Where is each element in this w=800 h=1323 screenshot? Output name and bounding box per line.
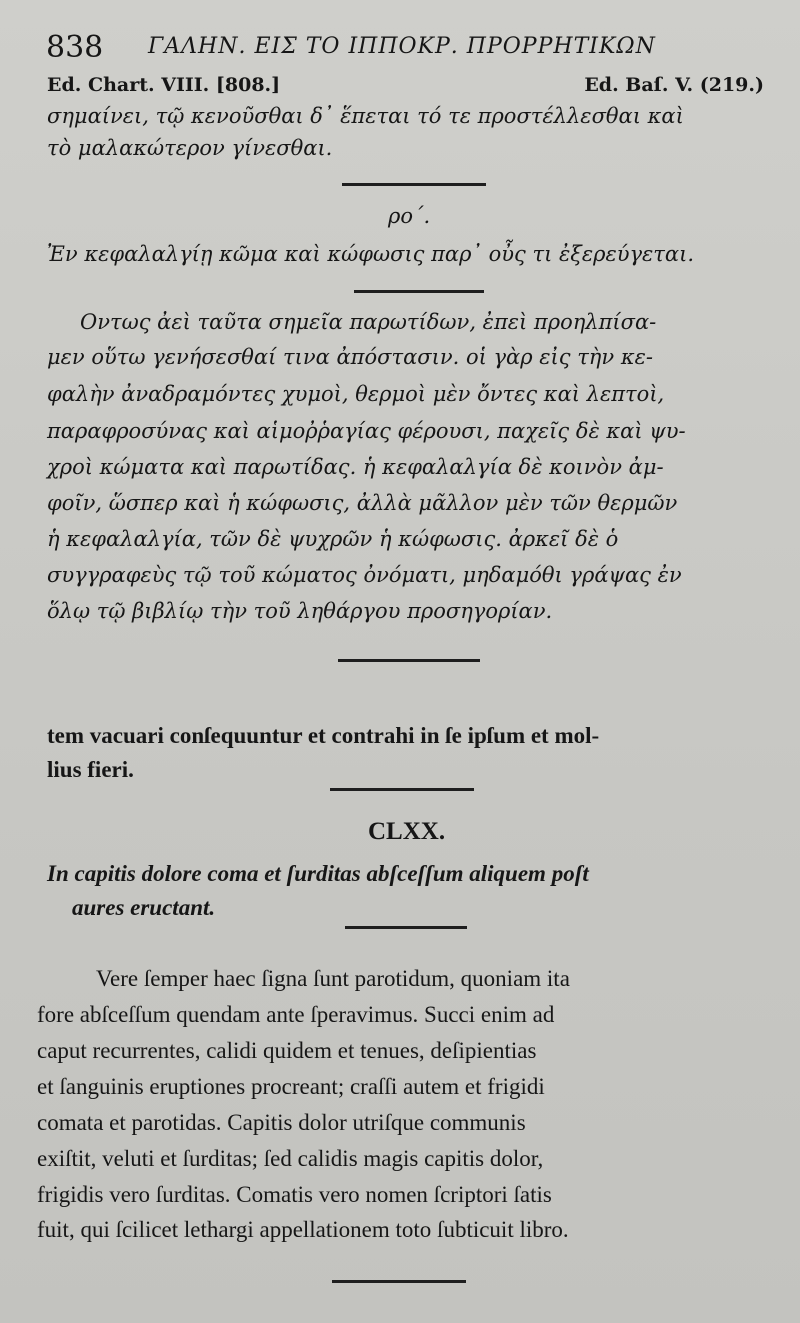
edition-reference-right: Ed. Baſ. V. (219.) bbox=[584, 74, 764, 96]
running-title: ΓΑΛΗΝ. ΕΙΣ ΤΟ ΙΠΠΟΚΡ. ΠΡΟΡΡΗΤΙΚΩΝ bbox=[148, 34, 656, 59]
greek-commentary-line: φαλὴν ἀναδραμόντες χυμοὶ, θερμοὶ μὲν ὄντες καὶ λεπτοὶ, bbox=[47, 382, 665, 406]
latin-commentary-line: comata et parotidas. Capitis dolor utriſque communis bbox=[37, 1110, 526, 1135]
latin-commentary-line: exiſtit, veluti et ſurditas; ſed calidis magis capitis dolor, bbox=[37, 1146, 544, 1171]
latin-section-number: CLXX. bbox=[368, 818, 446, 845]
latin-continuation-line: lius fieri. bbox=[47, 757, 134, 782]
latin-aphorism-line: aures eructant. bbox=[72, 895, 216, 920]
greek-commentary-line: συγγραφεὺς τῷ τοῦ κώματος ὀνόματι, μηδαμόθι γράψας ἐν bbox=[47, 563, 682, 587]
latin-commentary-line: fuit, qui ſcilicet lethargi appellationem toto ſubticuit libro. bbox=[37, 1217, 569, 1242]
latin-aphorism-line: In capitis dolore coma et ſurditas abſceſſum aliquem poſt bbox=[47, 861, 589, 886]
section-divider bbox=[354, 290, 484, 293]
section-divider bbox=[345, 926, 467, 929]
section-divider bbox=[342, 183, 486, 186]
greek-commentary-line: μεν οὕτω γενήσεσθαί τινα ἀπόστασιν. οἱ γὰρ εἰς τὴν κε- bbox=[47, 345, 653, 369]
page-number: 838 bbox=[46, 30, 104, 65]
section-divider bbox=[332, 1280, 466, 1283]
greek-commentary-line: ἡ κεφαλαλγία, τῶν δὲ ψυχρῶν ἡ κώφωσις. ἀρκεῖ δὲ ὁ bbox=[47, 527, 619, 551]
latin-commentary-line: Vere ſemper haec ſigna ſunt parotidum, quoniam ita bbox=[96, 966, 570, 991]
greek-commentary-line: παραφροσύνας καὶ αἱμοῤῥαγίας φέρουσι, παχεῖς δὲ καὶ ψυ- bbox=[47, 419, 686, 443]
latin-continuation-line: tem vacuari conſequuntur et contrahi in ſe ipſum et mol- bbox=[47, 723, 600, 748]
greek-commentary-line: χροὶ κώματα καὶ παρωτίδας. ἡ κεφαλαλγία δὲ κοινὸν ἀμ- bbox=[47, 455, 664, 479]
latin-commentary-line: frigidis vero ſurditas. Comatis vero nomen ſcriptori ſatis bbox=[37, 1182, 552, 1207]
greek-commentary-line: φοῖν, ὥσπερ καὶ ἡ κώφωσις, ἀλλὰ μᾶλλον μὲν τῶν θερμῶν bbox=[47, 491, 678, 515]
latin-commentary-line: caput recurrentes, calidi quidem et tenues, deſipientias bbox=[37, 1038, 537, 1063]
greek-commentary-line: ὅλῳ τῷ βιβλίῳ τὴν τοῦ ληθάργου προσηγορίαν. bbox=[47, 599, 553, 623]
greek-commentary-line: Οντως ἀεὶ ταῦτα σημεῖα παρωτίδων, ἐπεὶ προηλπίσα- bbox=[80, 310, 657, 334]
greek-section-number: ρο΄. bbox=[388, 204, 431, 228]
greek-continuation-line: σημαίνει, τῷ κενοῦσθαι δ᾽ ἕπεται τό τε προστέλλεσθαι καὶ bbox=[47, 104, 684, 128]
edition-reference-left: Ed. Chart. VIII. [808.] bbox=[47, 74, 281, 96]
section-divider bbox=[330, 788, 474, 791]
greek-continuation-line: τὸ μαλακώτερον γίνεσθαι. bbox=[47, 136, 333, 160]
latin-commentary-line: et ſanguinis eruptiones procreant; craſſi autem et frigidi bbox=[37, 1074, 545, 1099]
latin-commentary-line: fore abſceſſum quendam ante ſperavimus. Succi enim ad bbox=[37, 1002, 555, 1027]
greek-aphorism: Ἐν κεφαλαλγίῃ κῶμα καὶ κώφωσις παρ᾽ οὖς τι ἐξερεύγεται. bbox=[47, 242, 695, 266]
section-divider bbox=[338, 659, 480, 662]
